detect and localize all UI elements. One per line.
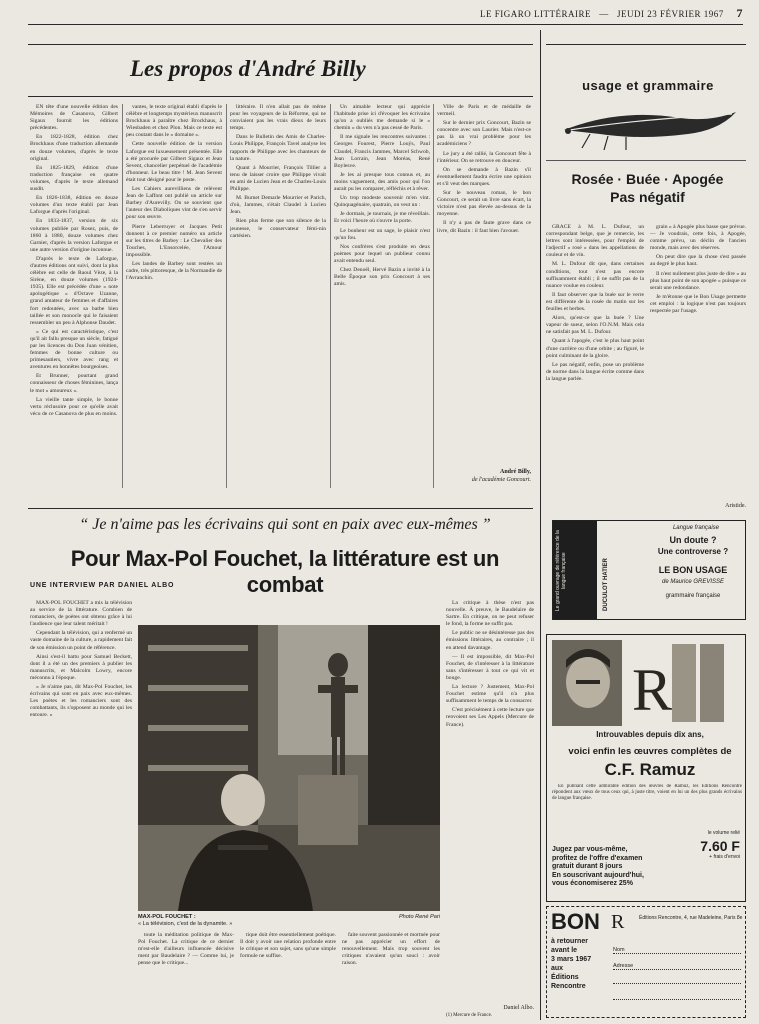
offer-line: Jugez par vous-même, xyxy=(552,846,628,853)
paragraph: D'après le texte de Laforgue, d'autres éditions ont suivi, dont la plus célèbre est celle de Raoul Vèze, à la Sirène, en douze volumes (1924-1935). Elle est précédée d'une « note apologétique » d'Octave Uzanne, grand amateur de femmes et d'affaires fort redoutées, avec sa barbe bien taillée et son monocle qui le faisaient ressembler un peu à Alphonse Daudet. xyxy=(30,255,118,326)
signature-role: de l'académie Goncourt. xyxy=(471,477,531,483)
fouchet-bottom-column-2 xyxy=(240,932,336,1018)
offer-line: En souscrivant aujourd'hui, xyxy=(552,871,644,879)
paragraph: Il faut observer que la buée sur le verre est différente de la rosée du matin sur les feuilles et herbes. xyxy=(546,291,644,313)
coupon-details xyxy=(551,937,607,991)
billy-column-5 xyxy=(437,104,531,464)
paragraph: Les landes de Barbey sont restées un cadre, très pittoresque, de la Normandie de l'Avranchin. xyxy=(126,260,222,282)
photo-illustration xyxy=(138,625,440,911)
billy-column-2 xyxy=(126,104,222,488)
paragraph: toute la méditation politique de Max-Pol Fouchet. La critique de ce dernier m'est-elle d'ailleurs influencée décisive ment par Baudelaire ? — Comme lui, je pense que le critique... xyxy=(138,932,234,967)
paragraph: Chez Denoël, Hervé Bazin a invité à la Belle Époque son prix Goncourt à ses amis. xyxy=(334,266,430,288)
right-column-divider xyxy=(540,30,541,1020)
ramuz-price: 7.60 F xyxy=(700,838,740,854)
billy-title: Les propos d'André Billy xyxy=(130,56,366,81)
paragraph: Quant à Mourrier, François Tillier a tenu de laisser croire que Philippe vivait en ami de Lucien Jean et de Charles-Louis Philippe. xyxy=(230,164,326,193)
fouchet-footnote: (1) Mercure de France. xyxy=(446,1013,493,1018)
paragraph: Il n'est nullement plus juste de dire « au plus haut point de son apogée » puisque ce serait une redondance. xyxy=(650,270,746,291)
photo-caption xyxy=(138,914,338,928)
paragraph: En 1825-1829, édition d'une traduction française en quatre volumes, d'après le texte allemand susdit. xyxy=(30,164,118,193)
paragraph: faite souvent passionnée et mortnée pour ne pas apprécier un effort de renouvellement. Mais trop souvent les critiques n'avaient qu'un souci : avoir raison. xyxy=(342,932,440,967)
billy-top-rule xyxy=(28,44,533,45)
paper-name: LE FIGARO LITTÉRAIRE xyxy=(480,9,591,19)
caption-name: MAX-POL FOUCHET : xyxy=(138,914,196,920)
column-rule xyxy=(122,104,123,488)
paragraph: On se demande à Bazin s'il éventuellement faudra écrire une opinion et s'il veut des marques. xyxy=(437,166,531,187)
usage-column-2 xyxy=(650,224,746,484)
fouchet-column-1 xyxy=(30,600,132,1016)
paragraph: Le jury a été rallié, la Goncourt fête à l'intérieur. On se retrouve en douceur. xyxy=(437,150,531,164)
coupon-line: Éditions xyxy=(551,974,579,981)
ad-side-label: Le grand ouvrage de référence de la langue française xyxy=(555,530,567,612)
billy-column-1 xyxy=(30,104,118,488)
paragraph: En 1826-1838, édition en douze volumes d'un texte établi par Jean Laforgue d'après l'original. xyxy=(30,195,118,216)
coupon-name-field[interactable]: Nom xyxy=(613,947,741,954)
ad-brand: DUCULOT HATIER xyxy=(603,558,609,611)
paragraph: Il n'y a pas de faute grave dans ce livre, dit Bazin : il faut bien l'avouer. xyxy=(437,220,531,234)
masthead-rule xyxy=(28,24,743,25)
coupon-blank-line xyxy=(613,983,741,984)
svg-text:R: R xyxy=(611,911,625,931)
paragraph: — Il est impossible, dit Max-Pol Fouchet, de s'intéresser à la littérature sans s'intéresser à tout ce qui vit et bouge. xyxy=(446,653,534,681)
fouchet-byline: UNE INTERVIEW PAR DANIEL ALBO xyxy=(30,582,175,589)
paragraph: La vieille tante simple, le bonne vertu réclusoire pour ce qu'elle avait vécu de ce Casanova de plus en moins. xyxy=(30,396,118,417)
coupon-line: à retourner xyxy=(551,938,588,945)
paragraph: Le bonheur est un sage, le plaisir n'est qu'un fou. xyxy=(334,227,430,241)
ramuz-voici: voici enfin les œuvres complètes de xyxy=(568,746,732,757)
ad-line2: Une controverse ? xyxy=(657,547,729,556)
paragraph: Alors, qu'est-ce que la buée ? Une vapeur de sueur, selon l'O.N.M. Mais cela ne satisfait pas M. L. Dufour. xyxy=(546,315,644,336)
paragraph: La lecture ? Justement, Max-Pol Fouchet estime qu'il n'a plus suffisamment le temps de la consacrer. xyxy=(446,684,534,705)
paragraph: tique doit être essentiellement poétique. Il doit y avoir une relation profonde entre le critique et son sujet, sans qu'une simple formule ne suffise. xyxy=(240,932,336,960)
paragraph: Je dormais, je tournais, je me réveillais. Et voici l'heure où s'ouvre la porte. xyxy=(334,211,430,225)
paragraph: Il me signale les rencontres suivantes : Georges Fourest, Pierre Louÿs, Paul Claudel, Francis Jammes, Marcel Schwob, Jean Lorrain, Jean Moréas, René Boylesve. xyxy=(334,134,430,169)
caption-text: « La télévision, c'est de la dynamite. » xyxy=(138,921,233,927)
paragraph: Quant à l'apogée, c'est le plus haut point d'une carrière ou d'une orbite ; au figuré, le point culminant de la gloire. xyxy=(546,338,644,359)
usage-headline-line2: Pas négatif xyxy=(610,189,685,205)
fouchet-top-rule xyxy=(28,508,533,509)
paragraph: MAX-POL FOUCHET a mis la télévision au service de la littérature. Combien de romanciers, de poètes ont obtenu grâce à lui l'audience que leur talent méritait ! xyxy=(30,600,132,628)
paragraph: « Ce qui est caractéristique, c'est qu'il ait fallu presque un siècle, fatigué par les licences du Don Juan vénitien, femmes de bonne culture ou primesautiers, vivre avec rang et aventures en honnêtes bourgeoises. xyxy=(30,328,118,371)
fouchet-column-2 xyxy=(446,600,534,1008)
ramuz-body xyxy=(552,784,742,826)
fouchet-bottom-column-1 xyxy=(138,932,234,1018)
coupon-address: Éditions Rencontre, 4, rue Madeleine, Paris 8e xyxy=(639,915,743,921)
paragraph: En 1833-1837, version de six volumes publiée par Rosez, puis, de 1860 à 1880, douze volumes chez Garnier, d'après la version Laforgue et une autre version d'origine inconnue. xyxy=(30,218,118,253)
masthead: LE FIGARO LITTÉRAIRE — JEUDI 23 FÉVRIER 1967 7 xyxy=(480,6,743,20)
column-rule xyxy=(330,104,331,488)
fouchet-bottom-column-3 xyxy=(342,932,440,1018)
ad-line4: de Maurice GREVISSE xyxy=(661,579,725,585)
fouchet-quote: “ Je n'aime pas les écrivains qui sont en paix avec eux-mêmes ” xyxy=(79,516,491,533)
coupon-blank-line xyxy=(613,999,741,1000)
coupon-line: aux xyxy=(551,965,564,972)
paragraph: En 1822-1828, édition chez Brockhaus d'une traduction allemande en douze volumes, d'après le texte original. xyxy=(30,134,118,162)
ramuz-price-note: + frais d'envoi xyxy=(709,854,740,860)
usage-top-rule xyxy=(546,44,746,45)
fouchet-photo xyxy=(138,625,440,911)
svg-text:R: R xyxy=(632,657,673,723)
coupon-address-field[interactable]: Adresse xyxy=(613,963,741,970)
order-coupon xyxy=(546,906,746,1018)
paragraph: Rien plus ferme que son silence de la jeunesse, le conservateur fémi-nin cartésien. xyxy=(230,218,326,239)
column-rule xyxy=(433,104,434,488)
paragraph: Le pas négatif, enfin, pose un problème de norme dans la langue écrite comme dans la langue parlée. xyxy=(546,361,644,382)
paragraph: Sur le nouveau roman, le bon Goncourt, ce serait un livre sans écart, la victoire n'est pas élevée au-dessus de la moyenne. xyxy=(437,190,531,218)
paragraph: Le public ne se désintéresse pas des émissions littéraires, au contraire ; il en attend davantage. xyxy=(446,630,534,651)
paragraph: Cette nouvelle édition de la version Laforgue est luxueusement présentée. Elle a été procurée par Gilbert Sigaux et Jean Sevent, chancelier perpétuel de l'académie d'honneur. Le beau titre ! M. Jean Sevent était tout désigné pour le poste. xyxy=(126,141,222,183)
ramuz-introuvables: Introuvables depuis dix ans, xyxy=(596,730,704,739)
bon-usage-ad xyxy=(552,520,746,620)
paragraph: vantes, le texte original établi d'après le célèbre et longtemps mystérieux manuscrit Brockhaus à paraître chez Brockhaus, à Wiesbaden et chez Plon. Mais ce texte est peu coutant dans le « domaine ». xyxy=(126,104,222,139)
paragraph: GRACE à M. L. Dufour, un correspondant belge, que je remercie, les lettres sont intéressées, pour l'emploi de l'adjectif « rosé » dans les appellations de couleur et de vin. xyxy=(546,224,644,259)
ramuz-price-label: le volume relié xyxy=(707,830,740,836)
usage-header-rule xyxy=(546,160,746,161)
offer-line: gratuit durant 8 jours xyxy=(552,863,623,870)
paragraph: EN tête d'une nouvelle édition des Mémoires de Casanova, Gilbert Sigaux fournit les éditions précédentes. xyxy=(30,104,118,132)
paragraph: M. Burnet Demarle Mourrier et Parich, d'où, Jammes, s'était Claudel à Lucien Jean. xyxy=(230,195,326,216)
offer-line: vous économiserez 25% xyxy=(552,880,633,887)
paragraph: C'est précisément à cette lecture que renvoient ses Les Appels (Mercure de France). xyxy=(446,707,534,728)
usage-column-1 xyxy=(546,224,644,496)
usage-title: usage et grammaire xyxy=(582,78,714,93)
paragraph: Nos confrères s'est produite en deux poèmes pour lequel un publieur connu avait entendu seul. xyxy=(334,243,430,264)
issue-date: JEUDI 23 FÉVRIER 1967 xyxy=(617,9,724,19)
coupon-line: avant le xyxy=(551,947,578,954)
paragraph: Cependant la télévision, qui a renfermé un vaste domaine de la culture, a rapidement fait de son émission un point de référence. xyxy=(30,630,132,651)
paragraph: Je les ai presque tous connus et, au moins vaguement, des amis pour qui l'on aurait pu les comparer, réfléchis et à rêver. xyxy=(334,171,430,193)
ad-line5: grammaire française xyxy=(665,593,721,599)
billy-title-rule xyxy=(28,96,533,97)
paragraph: Je m'étonne que le Bon Usage permette cet emploi : la logique n'est pas toujours respectée par l'usage. xyxy=(650,293,746,315)
paragraph: On peut dire que la chose s'est passée au degré le plus haut. xyxy=(650,254,746,268)
coupon-line: Rencontre xyxy=(551,983,586,990)
billy-column-3 xyxy=(230,104,326,488)
usage-signature: Aristide. xyxy=(725,503,746,509)
rencontre-logo-icon xyxy=(611,911,635,931)
paragraph: Les Cahiers aurevilliens de relèvent Jean de Laffont ont publié un article sur Barbey d'Aurevilly. On se souvient que l'auteur des Diaboliques vint de s'en servir pour son œuvre. xyxy=(126,186,222,221)
paragraph: Un aimable lecteur qui apprécie l'habitude prise ici d'évoquer les écrivains qu'on a oubliés me demande si le « chemin » du vers n'a pas cessé de Paris. xyxy=(334,104,430,132)
paragraph: grain » à Apogée plus basse que prévue. — Je voudrais, cette fois, à Apogée, comme prévu, un déclin de l'ancien monde, mais avec des réserves. xyxy=(650,224,746,252)
quill-pen-icon xyxy=(560,100,740,152)
paragraph: Dans le Bulletin des Amis de Charles-Louis Philippe, François Tavel analyse les rapports de Philippe avec les chanteurs de la nature. xyxy=(230,134,326,162)
coupon-bon: BON xyxy=(551,909,600,934)
paragraph: « Je n'aime pas, dit Max-Pol Fouchet, les écrivains qui sont en paix avec eux-mêmes. Les poètes et les romanciers sont des combattants, ils s'opposent au monde qui les entoure. » xyxy=(30,684,132,719)
ramuz-portrait xyxy=(552,640,740,726)
billy-column-4 xyxy=(334,104,430,488)
page-number: 7 xyxy=(736,6,743,20)
usage-headline-line1: Rosée · Buée · Apogée xyxy=(571,171,724,187)
paragraph: Pierre Leberruyer et Jacques Petit donnent à ce premier numéro un article sur les titres de Barbey : Le Chevalier des Touches, L'Ensorcelée, l'Amour impossible. xyxy=(126,223,222,258)
signature-name: André Billy, xyxy=(499,469,531,475)
ad-top-label: Langue française xyxy=(672,525,720,531)
paragraph: Sur le dernier prix Goncourt, Bazin se concentre avec son Laurier. Mais n'est-ce pas là un vrai problème pour les académiciens ? xyxy=(437,120,531,148)
offer-line: profitez de l'offre d'examen xyxy=(552,854,643,862)
usage-headline xyxy=(550,170,745,206)
billy-signature xyxy=(437,468,531,484)
ramuz-offer xyxy=(552,846,652,889)
paragraph: En publiant cette admirable édition des œuvres de Ramuz, les Éditions Rencontre répondent aux vœux de tous ceux qui, à juste titre, voient en lui un des plus grands écrivains de langue française. xyxy=(552,784,742,801)
paragraph: M. L. Dufour dit que, dans certaines conditions, tout n'est pas encore suffisamment établi ; il ne suffit pas de la nuance voulue en couleur. xyxy=(546,261,644,289)
paragraph: Ainsi s'est-il battu pour Samuel Beckett, dont il a été un des premiers à publier les manuscrits, et Malcolm Lowry, encore méconnu à l'époque. xyxy=(30,653,132,681)
ad-line1: Un doute ? xyxy=(669,535,717,545)
photo-credit: Photo René Pari xyxy=(398,914,440,920)
paragraph: Un trop modeste souvenir m'en vint. Quinquagénaire, quatrain, on veut un : xyxy=(334,195,430,209)
paragraph: Ville de Paris et de médaille de vermeil. xyxy=(437,104,531,118)
paragraph: Et Brunner, pourtant grand connaisseur de choses féminines, lança le mot « amoureux ». xyxy=(30,373,118,394)
coupon-line: 3 mars 1967 xyxy=(551,956,592,963)
ad-line3: LE BON USAGE xyxy=(658,565,728,575)
paragraph: littéraire. Il n'en allait pas de même pour les voyageurs de la Réforme, qui ne conviaient pas les vrais dieux de leurs temps. xyxy=(230,104,326,132)
ramuz-author: C.F. Ramuz xyxy=(604,760,696,779)
fouchet-signature: Daniel Albo. xyxy=(503,1005,534,1011)
fouchet-title: Pour Max-Pol Fouchet, la littérature est un combat xyxy=(70,546,500,597)
column-rule xyxy=(226,104,227,488)
paragraph: La critique à thèse n'est pas nouvelle. À preuve, le Baudelaire de Sartre. En critique, on ne peut refuser le fond, la forme ne suffit pas. xyxy=(446,600,534,628)
